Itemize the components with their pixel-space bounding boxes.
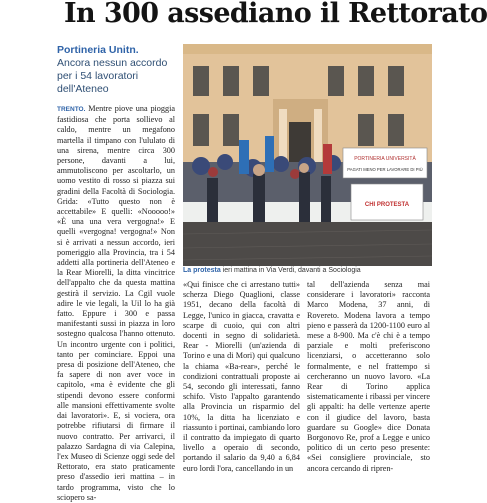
column-3-text: tal dell'azienda senza mai considerare i lavoratori» racconta Marco Modena, 37 anni, di Rovereto. Modena lavora a tempo pieno e passerà da 1200-1100 euro al mese a 8-900. Ma c'è chi è a tempo parziale e molti preferiscono licenziarsi, o accetteranno solo formalmente, e nel frattempo si cercheranno un nuovo lavoro. «La Rear di Torino applica sistematicamente i ribassi per vincere gli appalti: ha delle vertenze aperte con il giudice del lavoro, basta guardare su Google» dice Donata Borgonovo Re, prof a Legge e unico politico di un certo peso presente: «Sei consigliere provinciale, sto ancora cercando di ripren- [307, 280, 430, 473]
protest-photo [183, 44, 432, 266]
sign-text-2: CHI PROTESTA [364, 202, 410, 208]
sign-text-1: PAGATI MENO PER LAVORARE DI PIÙ [347, 167, 423, 172]
article-column-1 [57, 104, 175, 502]
column-2-text: «Qui finisce che ci arrestano tutti» scherza Diego Quaglioni, classe 1951, decano della facoltà di Legge, l'unico in giacca, cravatta e scarpe di cuoio, qui con altri docenti in segno di solidarietà. Rear - Miorelli (un'azienda di Torino e una di Mori) qui qualcuno la chiama «Ba-rear», perché le condizioni contrattuali proposte ai 54, secondo gli interessati, fanno schifo. Visto l'appalto garantendo alla Provincia un risparmio del 10%, la ditta ha licenziato e riassunto i portinai, cambiando loro il contratto da impiegato di quarto livello a operaio di secondo, portando il salario da 9,40 a 6,84 euro lordi l'ora, cancellando in un [183, 280, 300, 473]
article-column-2 [183, 280, 300, 477]
caption-text: ieri mattina in Via Verdi, davanti a Sociologia [220, 267, 361, 274]
photo-illustration [183, 44, 432, 266]
photo-caption [183, 267, 432, 274]
column-1-text: Mentre piove una pioggia fastidiosa che porta sollievo al caldo, mentre un megafono martella il timpano con l'ululato di una sirena, mentre circa 300 persone, davanti a lui, ammutoliscono per ascoltarlo, un uomo vestito di rosso si piazza sui gradini della Facoltà di Sociologia. Grida: «Tutto questo non è accettabile» E quelli: «Nooooo!» «È una una vera vergogna!» E quelli «vergogna! vergogna!» Non si è arrivati a nessun accordo, ieri pomeriggio alla Provincia, tra i 54 addetti alla portineria dell'Ateneo e la Rear Miorelli, la ditta vincitrice dell'appalto che da questa mattina gestirà il servizio. La Cgil vuole adire le vie legali, la Uil lo ha già fatto. Eppure i 300 e passa manifestanti sussi in piazza in loro sostegno qualcosa l'hanno ottenuto. Un incontro urgente con i politici, tanto per cominciare. Eppoi una presa di posizione dell'Ateneo, che fa sapere di non aver voce in capitolo, «ma è evidente che gli stipendi devono essere conformi alle mansioni effettivamente svolte dai lavoratori». E, si vociera, ora potrebbe rifiutarsi di firmare il nuovo contratto. Per arrivarci, il palazzo Sardagna di via Calepina, l'ex Museo di Scienze oggi sede del Rettorato, era stato praticamente preso d'assedio ieri mattina – in tardo programma, visto che lo sciopero sa- [57, 104, 175, 502]
headline-text: In 300 assediano il Rettorato [64, 0, 487, 29]
deck: Ancora nessun accordo per i 54 lavoratori dell'Ateneo [57, 57, 168, 95]
banner-text: PORTINERIA UNIVERSITÀ [354, 156, 416, 162]
kicker: Portineria Unitn. [57, 44, 139, 56]
article-column-3 [307, 280, 430, 477]
caption-lead: La protesta [183, 267, 221, 274]
column-1-paragraph [57, 104, 175, 503]
headline [0, 0, 487, 34]
dateline: TRENTO. [57, 106, 86, 113]
